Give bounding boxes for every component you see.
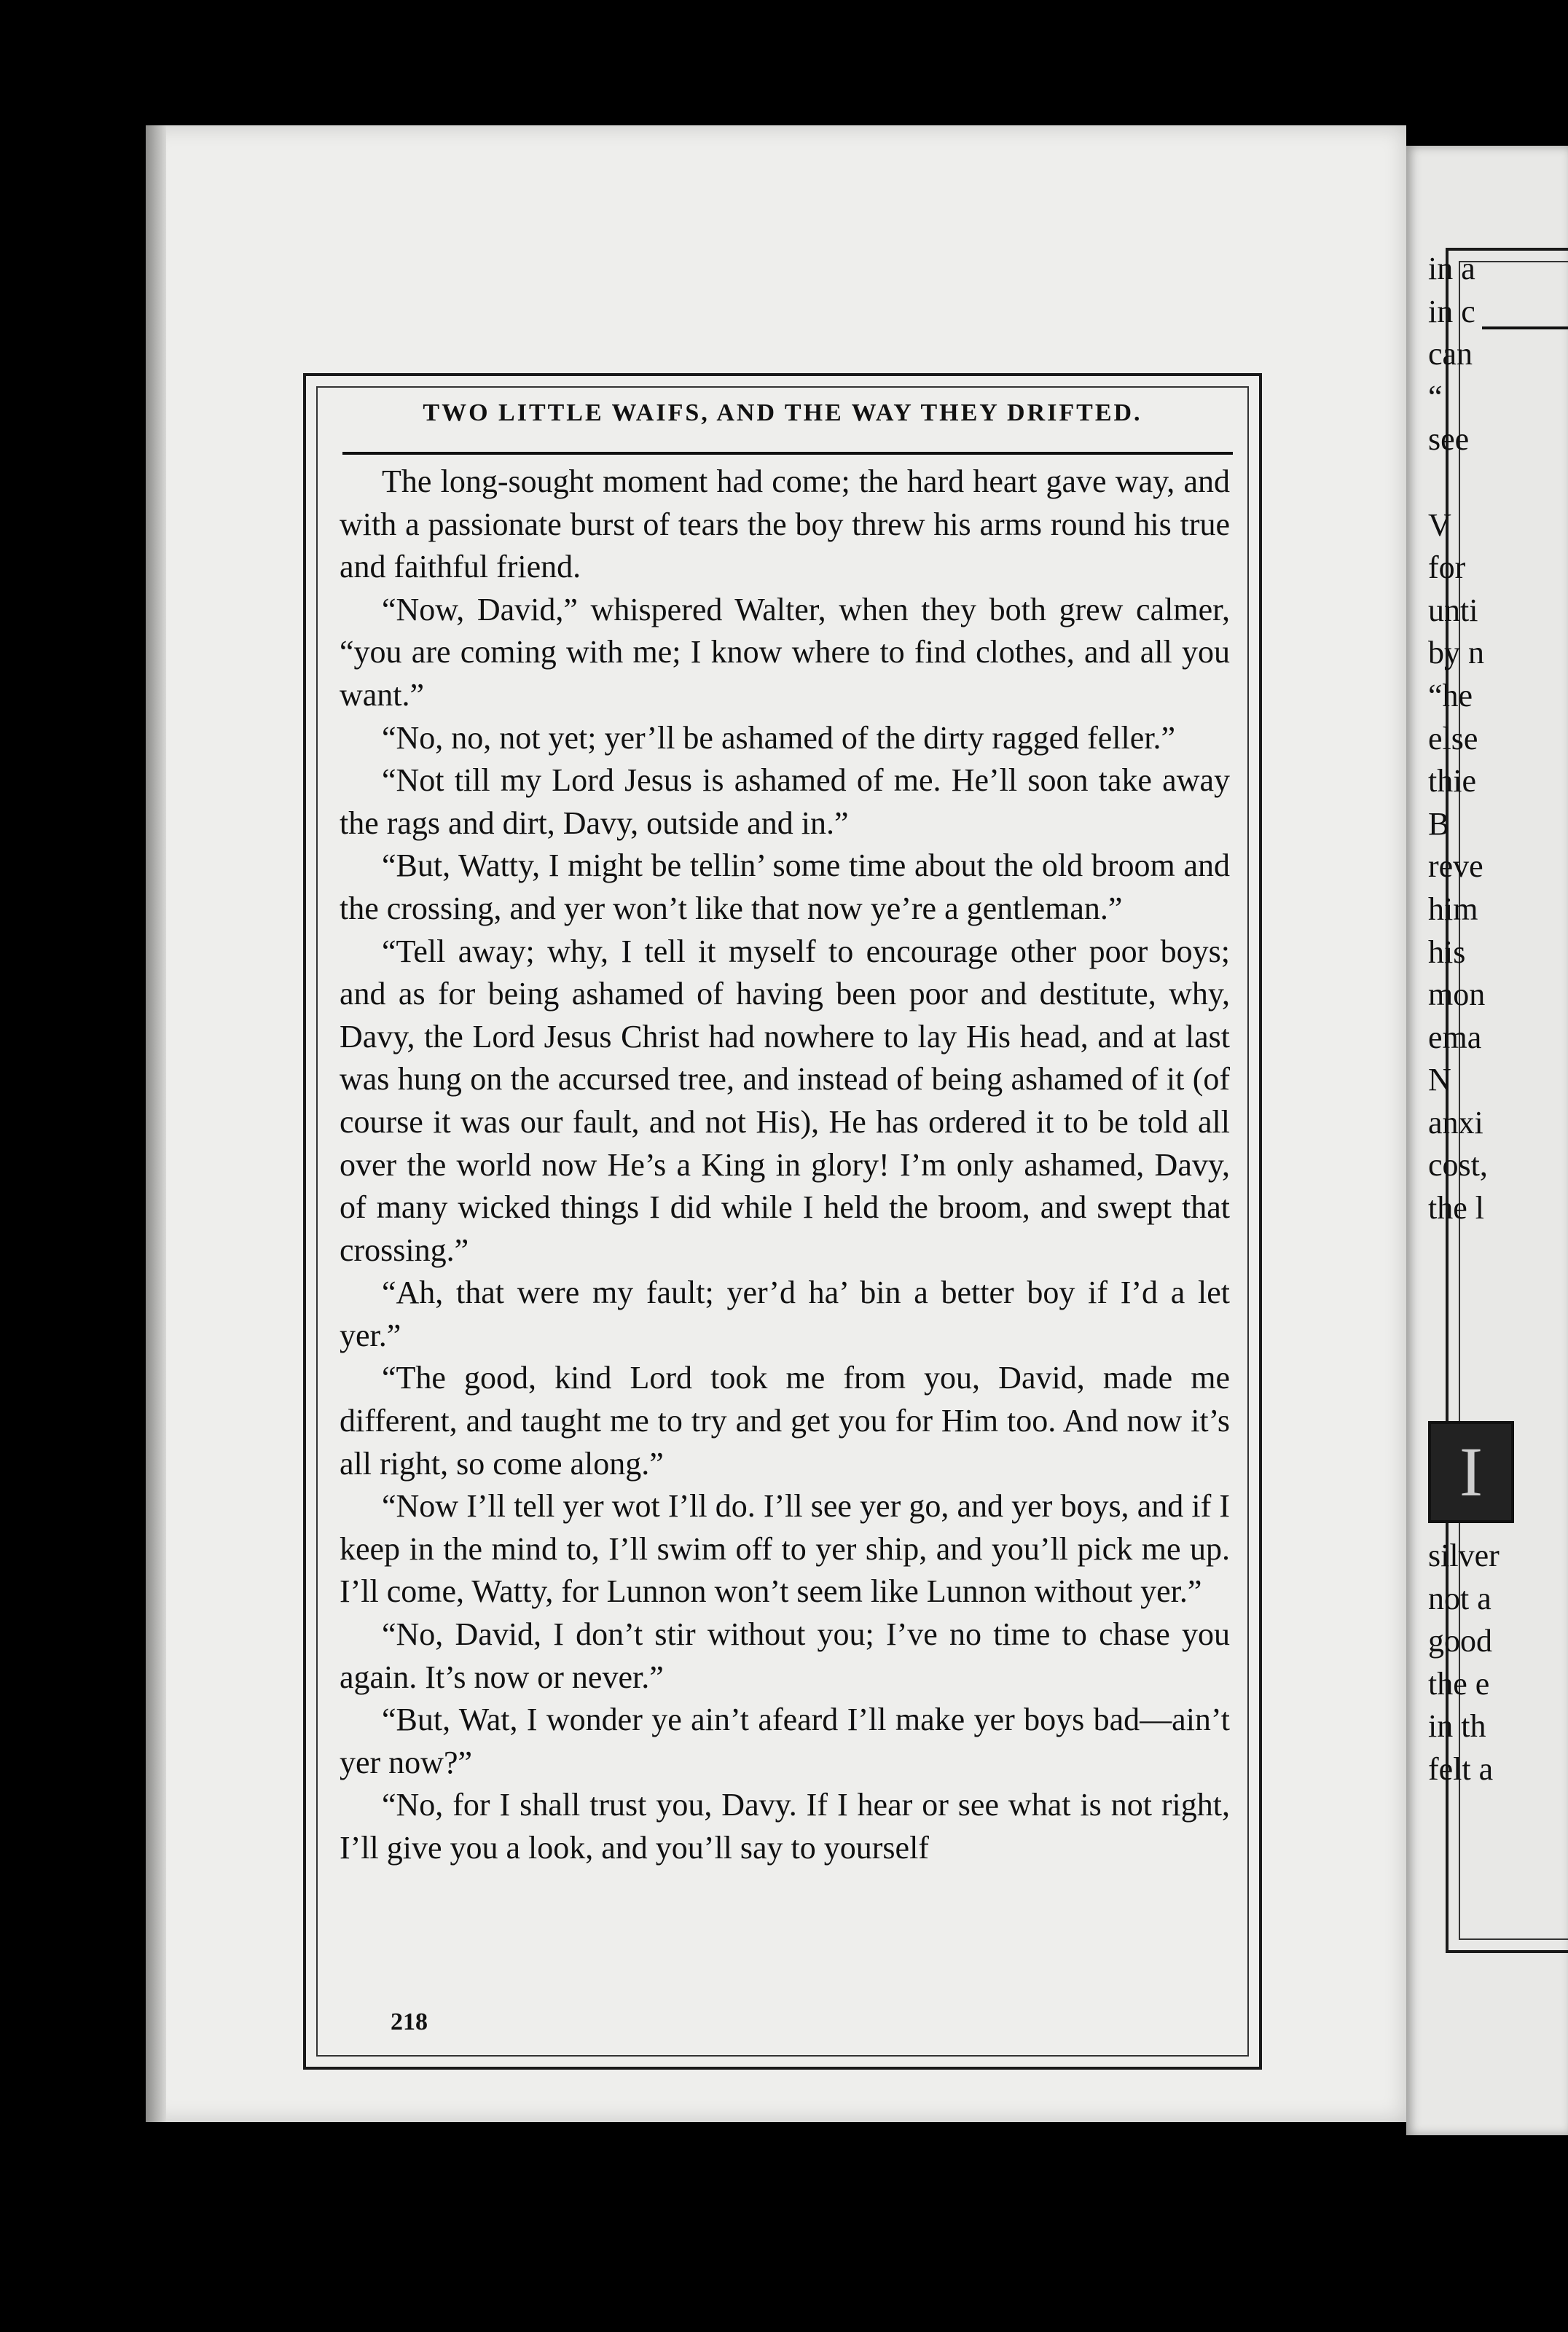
facing-line: by n: [1428, 635, 1484, 671]
facing-line: silver: [1428, 1538, 1500, 1573]
paragraph: The long-sought moment had come; the hard heart gave way, and with a passionate burst of tears the boy threw his arms round his true and faithful friend.: [340, 463, 1230, 585]
facing-line: see: [1428, 421, 1470, 458]
facing-line: unti: [1428, 592, 1478, 628]
paragraph: “No, no, not yet; yer’ll be ashamed of the dirty ragged feller.”: [382, 719, 1176, 756]
facing-page: [1406, 146, 1568, 2135]
facing-line: in c: [1428, 293, 1475, 329]
paragraph: “But, Wat, I wonder ye ain’t afeard I’ll make yer boys bad—ain’t yer now?”: [340, 1702, 1230, 1780]
facing-line: the l: [1428, 1190, 1484, 1226]
paragraph: “No, David, I don’t stir without you; I’ve no time to chase you again. It’s now or never.”: [340, 1616, 1230, 1695]
paragraph: “Now I’ll tell yer wot I’ll do. I’ll see yer go, and yer boys, and if I keep in the mind to, I’ll swim off to yer ship, and you’ll pick me up. I’ll come, Watty, for Lunnon won’t seem like Lunnon without yer.”: [340, 1488, 1230, 1610]
running-head: TWO LITTLE WAIFS, AND THE WAY THEY DRIFTED.: [423, 399, 1142, 426]
facing-line: in th: [1428, 1708, 1486, 1745]
text-frame-inner: [316, 386, 1249, 2057]
paragraph: “But, Watty, I might be tellin’ some time about the old broom and the crossing, and yer won’t like that now ye’re a gentleman.”: [340, 848, 1230, 926]
facing-line: cost,: [1428, 1147, 1488, 1183]
paragraph: “No, for I shall trust you, Davy. If I hear or see what is not right, I’ll give you a look, and you’ll say to yourself: [340, 1787, 1230, 1866]
facing-line: him: [1428, 891, 1478, 927]
facing-line: else: [1428, 720, 1478, 756]
page-number: 218: [391, 2008, 428, 2035]
facing-line: B: [1428, 805, 1450, 842]
paragraph: “Not till my Lord Jesus is ashamed of me. He’ll soon take away the rags and dirt, Davy, outside and in.”: [340, 762, 1230, 841]
facing-line: “: [1428, 378, 1443, 415]
facing-line: his: [1428, 934, 1466, 970]
facing-line: thie: [1428, 763, 1476, 799]
paragraph: “Ah, that were my fault; yer’d ha’ bin a better boy if I’d a let yer.”: [340, 1275, 1230, 1353]
facing-line: can: [1428, 336, 1473, 372]
facing-text-bottom: [1428, 1535, 1568, 1791]
facing-line: in a: [1428, 251, 1475, 286]
facing-line: reve: [1428, 848, 1483, 885]
head-rule: [342, 452, 1233, 455]
facing-line: ema: [1428, 1019, 1482, 1055]
paragraph: “Now, David,” whispered Walter, when they both grew calmer, “you are coming with me; I know where to find clothes, and all you want.”: [340, 591, 1230, 713]
facing-line: felt a: [1428, 1750, 1494, 1787]
page-spine-shadow: [146, 125, 166, 2122]
facing-line: for: [1428, 549, 1466, 586]
decorated-initial: I: [1428, 1421, 1514, 1523]
facing-line: good: [1428, 1623, 1492, 1659]
left-page: [146, 125, 1406, 2122]
paragraph: “Tell away; why, I tell it myself to encourage other poor boys; and as for being ashamed of having been poor and destitute, why, Davy, the Lord Jesus Christ had nowhere to lay His head, and at last was hung on the accursed tree, and instead of being ashamed of it (of course it was our fault, and not His), He has ordered it to be told all over the world now He’s a King in glory! I’m only ashamed, Davy, of many wicked things I did while I held the broom, and swept that crossing.”: [340, 933, 1230, 1268]
text-frame: [303, 373, 1262, 2070]
facing-line: N: [1428, 1062, 1451, 1098]
facing-line: anxi: [1428, 1104, 1483, 1140]
page-text: [340, 461, 1230, 1870]
facing-line: not a: [1428, 1580, 1491, 1616]
facing-text-top: [1428, 248, 1568, 1230]
facing-line: “he: [1428, 677, 1473, 713]
paragraph: “The good, kind Lord took me from you, David, made me different, and taught me to try and get you for Him too. And now it’s all right, so come along.”: [340, 1360, 1230, 1482]
facing-line: the e: [1428, 1665, 1490, 1702]
facing-line: V: [1428, 506, 1451, 543]
facing-line: [1428, 461, 1568, 504]
facing-line: mon: [1428, 977, 1486, 1013]
